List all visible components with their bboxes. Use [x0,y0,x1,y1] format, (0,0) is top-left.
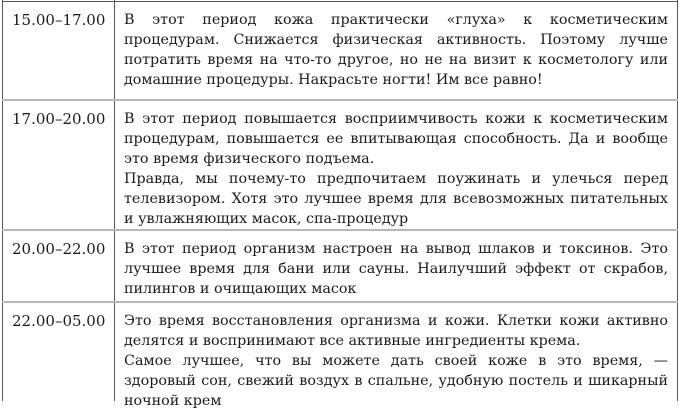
description-paragraph: Самое лучшее, что вы можете дать своей коже в это время, — здоровый сон, свежий воздух в спальне, удобную постель и шикарный ночной крем [124,353,668,409]
row-description [124,10,668,90]
table-border-right [677,0,678,401]
row-description [124,239,668,299]
table-row [2,231,677,301]
time-range: 15.00–17.00 [12,11,106,29]
description-paragraph: В этот период повышается восприимчивость кожи к косметическим процедурам, повышается ее впитывающая способность. Да и вообще это время физического подъема. [124,111,668,167]
table-row [2,303,677,409]
time-range: 17.00–20.00 [12,110,106,128]
description-paragraph: Это время восстановления организма и кожи. Клетки кожи активно делятся и воспринимают все активные ингредиенты крема. [124,313,668,349]
description-paragraph: Правда, мы почему-то предпочитаем поужинать и улечься перед телевизором. Хотя это лучшее время для всевозможных питательных и увлажняющих масок, спа-процедур [124,171,668,227]
description-paragraph: В этот период кожа практически «глуха» к косметическим процедурам. Снижается физическая активность. Поэтому лучше потратить время на что-то другое, но не на визит к косметологу или домашние процедуры. Накрасьте ногти! Им все равно! [124,12,668,88]
table-row [2,2,677,99]
table-row [2,101,677,229]
time-range: 22.00–05.00 [12,312,106,330]
row-description [124,311,668,411]
row-description [124,109,668,229]
time-range: 20.00–22.00 [12,240,106,258]
description-paragraph: В этот период организм настроен на вывод шлаков и токсинов. Это лучшее время для бани или сауны. Наилучший эффект от скрабов, пилингов и очищающих масок [124,241,668,297]
